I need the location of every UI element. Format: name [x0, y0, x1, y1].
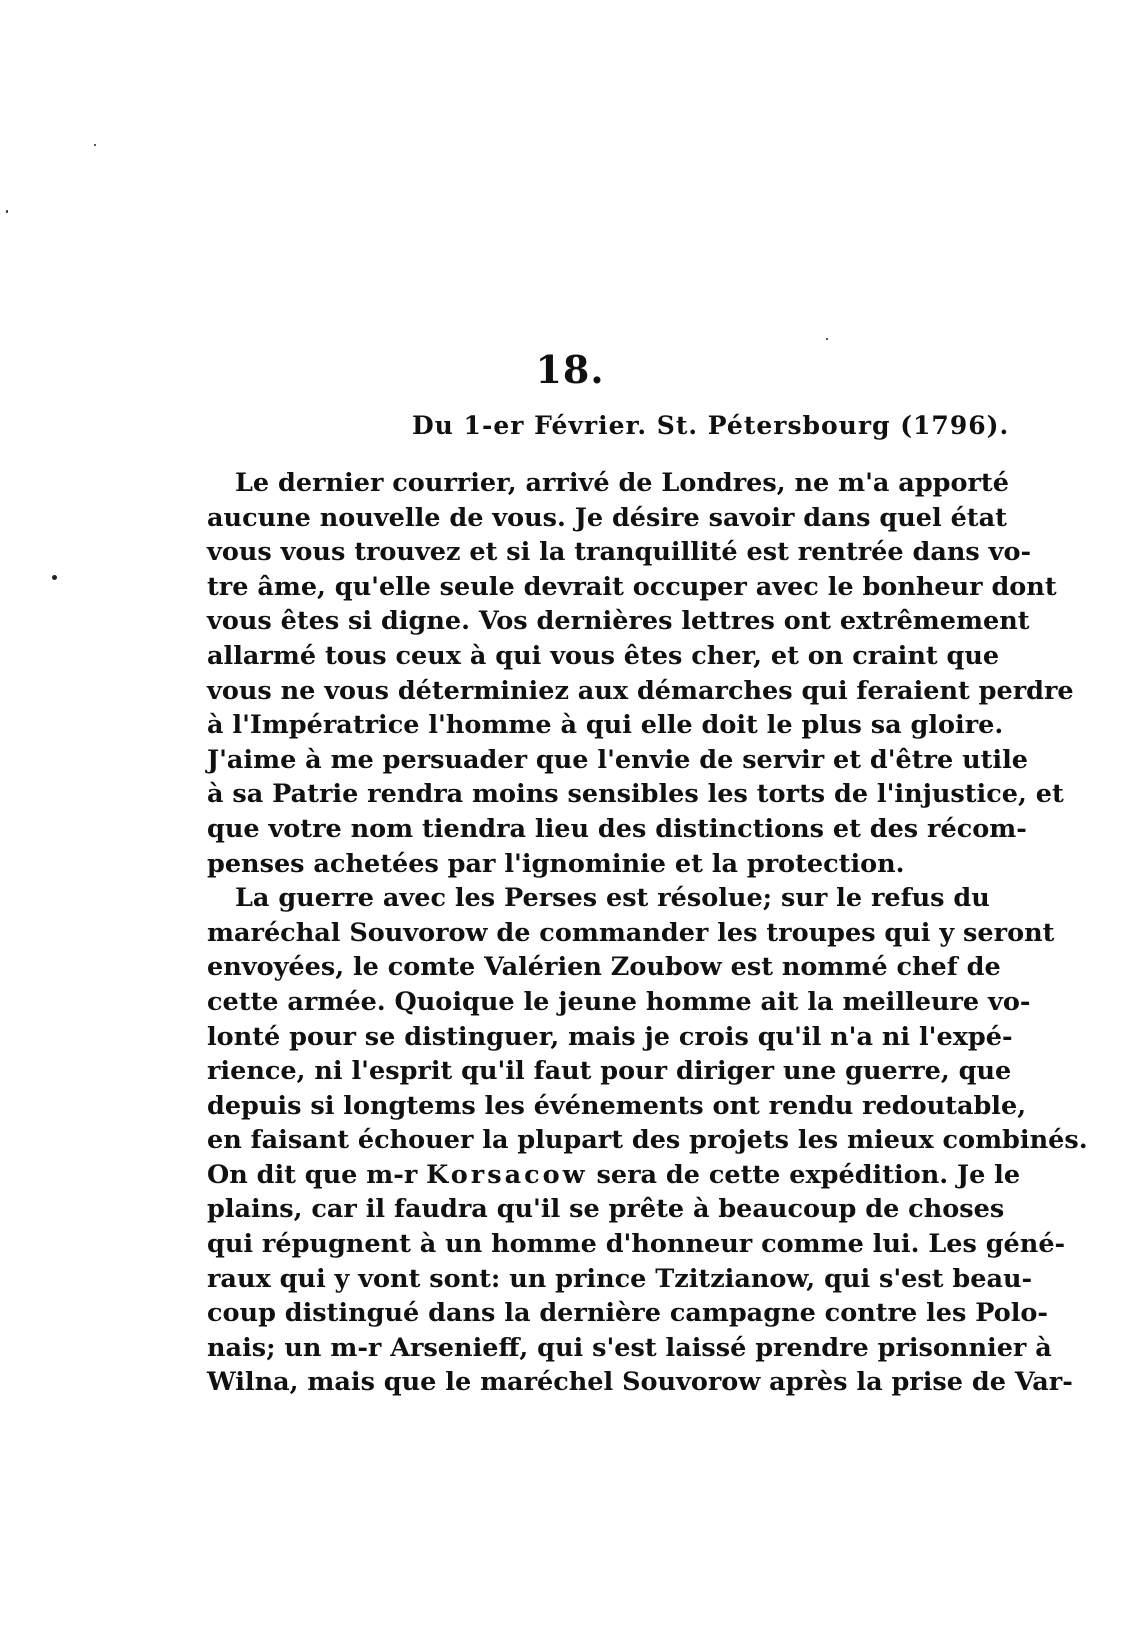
- text-line: qui répugnent à un homme d'honneur comme lui. Les géné-: [207, 1229, 1066, 1260]
- text-line: vous vous trouvez et si la tranquillité est rentrée dans vo-: [207, 537, 1032, 568]
- text-line: que votre nom tiendra lieu des distinctions et des récom-: [207, 813, 1027, 844]
- text-line: allarmé tous ceux à qui vous êtes cher, et on craint que: [207, 640, 1000, 671]
- text-line: cette armée. Quoique le jeune homme ait la meilleure vo-: [207, 986, 1031, 1017]
- page-speck: [6, 210, 8, 213]
- text-line: vous êtes si digne. Vos dernières lettres ont extrêmement: [207, 606, 1030, 637]
- page-speck: [826, 338, 828, 340]
- text-line: envoyées, le comte Valérien Zoubow est nommé chef de: [207, 952, 1001, 983]
- text-line: en faisant échouer la plupart des projets les mieux combinés.: [207, 1125, 1088, 1156]
- text-line: à sa Patrie rendra moins sensibles les torts de l'injustice, et: [207, 779, 1064, 810]
- text-line: lonté pour se distinguer, mais je crois qu'il n'a ni l'expé-: [207, 1021, 1013, 1052]
- letter-number: 18.: [535, 347, 605, 392]
- line-fragment: sera de cette expédition. Je le: [596, 1159, 1021, 1190]
- letter-body: [207, 466, 1088, 1400]
- page-speck: [52, 575, 57, 580]
- text-line: plains, car il faudra qu'il se prête à beaucoup de choses: [207, 1194, 1005, 1225]
- text-line: à l'Impératrice l'homme à qui elle doit le plus sa gloire.: [207, 710, 1004, 741]
- text-line: tre âme, qu'elle seule devrait occuper avec le bonheur dont: [207, 571, 1057, 602]
- text-line: maréchal Souvorow de commander les troupes qui y seront: [207, 917, 1055, 948]
- text-line: penses achetées par l'ignominie et la protection.: [207, 848, 905, 879]
- line-fragment: On dit que m-r: [207, 1159, 418, 1190]
- letter-dateline: Du 1-er Février. St. Pétersbourg (1796).: [412, 411, 1010, 440]
- text-line: raux qui y vont sont: un prince Tzitzianow, qui s'est beau-: [207, 1263, 1033, 1294]
- text-line: nais; un m-r Arsenieff, qui s'est laissé prendre prisonnier à: [207, 1332, 1052, 1363]
- text-line: Wilna, mais que le maréchel Souvorow après la prise de Var-: [207, 1367, 1073, 1398]
- text-line-with-name: [207, 1158, 1021, 1193]
- text-line: aucune nouvelle de vous. Je désire savoir dans quel état: [207, 502, 1007, 533]
- text-line: Le dernier courrier, arrivé de Londres, ne m'a apporté: [235, 468, 1009, 498]
- text-line: vous ne vous déterminiez aux démarches qui feraient perdre: [207, 675, 1074, 706]
- text-line: depuis si longtems les événements ont rendu redoutable,: [207, 1090, 1027, 1121]
- person-name-korsacow: Korsacow: [426, 1159, 588, 1190]
- text-line: rience, ni l'esprit qu'il faut pour diriger une guerre, que: [207, 1056, 1012, 1087]
- text-line: La guerre avec les Perses est résolue; sur le refus du: [235, 883, 990, 914]
- text-line: J'aime à me persuader que l'envie de servir et d'être utile: [207, 744, 1028, 775]
- text-line: coup distingué dans la dernière campagne contre les Polo-: [207, 1298, 1048, 1329]
- page-speck: [94, 144, 96, 146]
